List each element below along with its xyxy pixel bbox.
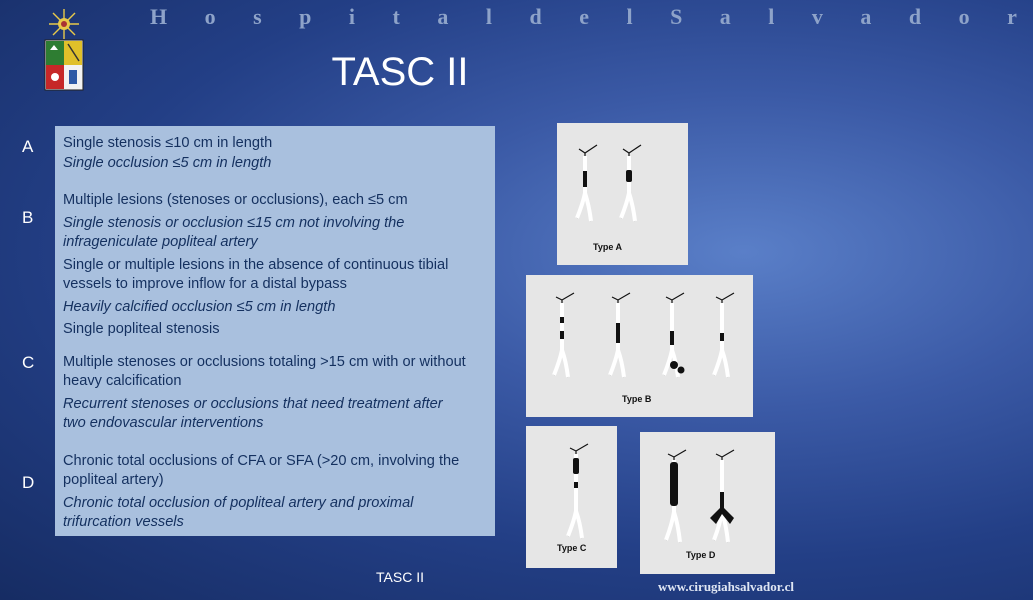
criteria-b-line-2: Single stenosis or occlusion ≤15 cm not involving the	[63, 215, 405, 231]
criteria-panel	[55, 126, 495, 536]
website-url: www.cirugiahsalvador.cl	[657, 579, 794, 594]
criteria-c-line-1: Multiple stenoses or occlusions totaling >15 cm with or without	[63, 354, 466, 370]
caption-type-b: Type B	[622, 394, 652, 404]
criteria-c-line-2: heavy calcification	[63, 373, 182, 389]
criteria-d-line-2: popliteal artery)	[63, 472, 164, 488]
criteria-a-line-2: Single occlusion ≤5 cm in length	[63, 155, 272, 171]
category-label-a: A	[22, 137, 34, 156]
category-label-b: B	[22, 208, 34, 227]
slide-header	[0, 0, 1033, 40]
category-label-d: D	[22, 473, 35, 492]
category-label-c: C	[22, 353, 35, 372]
figure-type-c	[526, 426, 617, 568]
criteria-c-line-3: Recurrent stenoses or occlusions that need treatment after	[63, 396, 443, 412]
caption-type-d: Type D	[686, 550, 716, 560]
caption-type-a: Type A	[593, 242, 623, 252]
criteria-b-line-7: Single popliteal stenosis	[63, 321, 220, 337]
slide-footer-caption: TASC II	[376, 569, 424, 585]
type-a-diagram	[557, 123, 688, 265]
criteria-d-line-4: trifurcation vessels	[63, 514, 184, 530]
slide-title: TASC II	[331, 50, 469, 94]
figure-type-b	[526, 275, 753, 417]
figure-type-d	[640, 432, 775, 574]
caption-type-c: Type C	[557, 543, 587, 553]
figure-type-a	[557, 123, 688, 265]
criteria-b-line-1: Multiple lesions (stenoses or occlusions), each ≤5 cm	[63, 192, 408, 208]
criteria-c-line-4: two endovascular interventions	[63, 415, 264, 431]
criteria-b-line-5: vessels to improve inflow for a distal bypass	[63, 276, 347, 292]
criteria-d-line-1: Chronic total occlusions of CFA or SFA (>20 cm, involving the	[63, 453, 460, 469]
criteria-b-line-3: infrageniculate popliteal artery	[63, 234, 258, 250]
criteria-a-line-1: Single stenosis ≤10 cm in length	[63, 135, 273, 151]
criteria-b-line-6: Heavily calcified occlusion ≤5 cm in length	[63, 299, 336, 315]
criteria-b-line-4: Single or multiple lesions in the absence of continuous tibial	[63, 257, 449, 273]
criteria-d-line-3: Chronic total occlusion of popliteal artery and proximal	[63, 495, 414, 511]
hospital-name: H o s p i t a l d e l S a l v a d o r	[150, 4, 1033, 29]
